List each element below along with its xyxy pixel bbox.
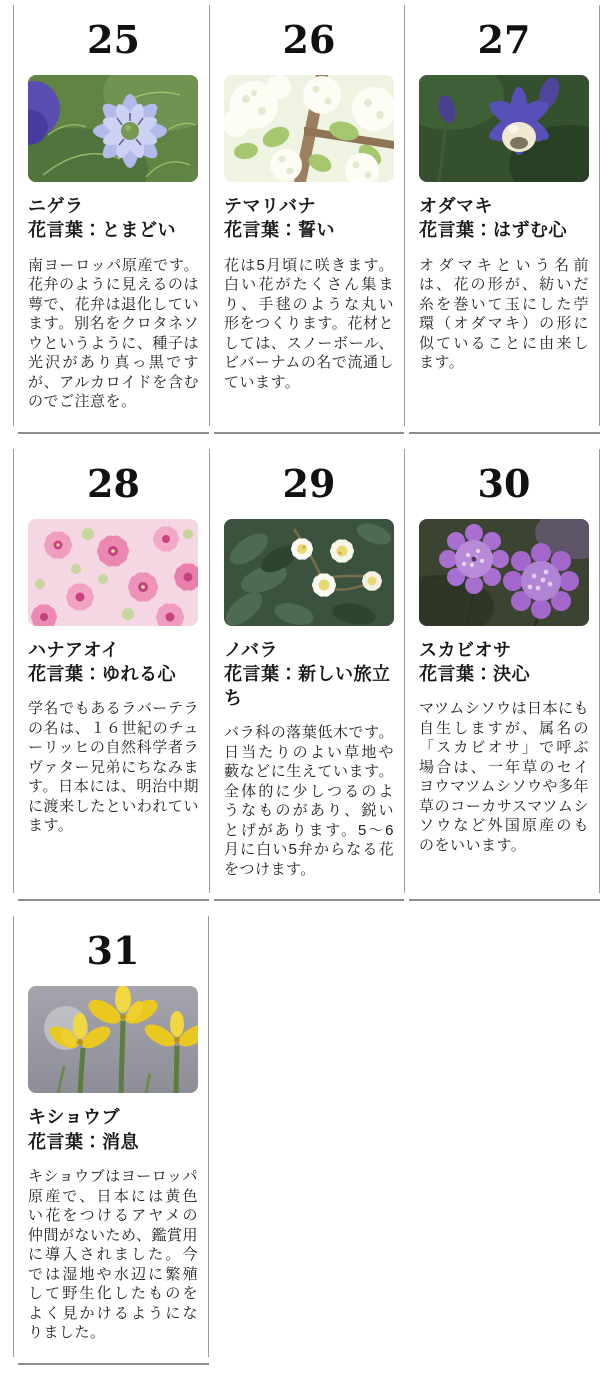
row-divider — [214, 899, 404, 901]
day-card-26 — [209, 5, 404, 426]
day-number: 26 — [282, 17, 336, 62]
flower-description: 南ヨーロッパ原産です。花弁のように見えるのは萼で、花弁は退化しています。別名をクロタネソウというように、種子は光沢があり真っ黒ですが、アルカロイドを含むのでご注意を。 — [28, 256, 199, 411]
day-number: 28 — [87, 460, 140, 506]
flower-description: 学名でもあるラバーテラの名は、１６世紀のチューリッヒの自然科学者ラヴァター兄弟にちなみます。日本には、明治中期に渡来したといわれています。 — [28, 700, 199, 835]
calendar-cell-30 — [404, 449, 600, 917]
flower-heading — [419, 194, 589, 243]
flower-language: 花言葉：消息 — [28, 1131, 139, 1152]
flower-description: キショウブはヨーロッパ原産で、日本には黄色い花をつけるアヤメの仲間がないため、鑑賞用に導入されました。今では湿地や水辺に繁殖して野生化したものをよく見かけるようになりました。 — [28, 1168, 198, 1342]
calendar-cell-29 — [209, 449, 404, 917]
day-number: 31 — [86, 928, 140, 974]
day-card-28 — [13, 449, 209, 894]
calendar-cell-27 — [404, 5, 600, 449]
flower-name: ノバラ — [224, 639, 279, 660]
row-divider — [409, 899, 600, 901]
day-number: 30 — [477, 460, 531, 506]
flower-name: ハナアオイ — [28, 639, 120, 660]
row-divider — [18, 432, 209, 434]
day-number: 27 — [477, 17, 531, 62]
kishoubu-yellow-iris-photo — [28, 986, 198, 1093]
calendar-cell-25 — [13, 5, 209, 449]
flower-name: スカビオサ — [419, 639, 512, 660]
flower-language: 花言葉：決心 — [419, 663, 530, 684]
flower-heading — [419, 638, 589, 687]
flower-description: オダマキという名前は、花の形が、紡いだ糸を巻いて玉にした苧環（オダマキ）の形に似ていることに由来します。 — [419, 256, 589, 372]
flower-description: バラ科の落葉低木です。日当たりのよい草地や藪などに生えています。全体的に少しつるのようなものがあり、鋭いとげがあります。5〜6月に白い5弁からなる花をつけます。 — [224, 724, 394, 878]
scabiosa-purple-pincushion-photo — [419, 519, 589, 626]
day-card-25 — [13, 5, 209, 426]
flower-heading — [28, 638, 199, 687]
flower-language: 花言葉：誓い — [224, 220, 335, 241]
nigella-blue-flower-photo — [28, 75, 198, 182]
day-card-31 — [13, 916, 209, 1356]
calendar-cell-28 — [13, 449, 209, 917]
nobara-wild-rose-photo — [224, 519, 394, 626]
flower-language: 花言葉：はずむ心 — [419, 220, 567, 241]
day-card-27 — [404, 5, 600, 426]
temaribana-white-snowball-photo — [224, 75, 394, 182]
flower-heading — [28, 1105, 198, 1154]
day-card-29 — [209, 449, 404, 894]
row-divider — [18, 1363, 209, 1365]
day-number: 25 — [87, 17, 140, 62]
flower-name: ニゲラ — [28, 196, 84, 216]
flower-name: オダマキ — [419, 196, 493, 216]
flower-name: テマリバナ — [224, 196, 316, 216]
flower-heading — [224, 638, 394, 711]
row-divider — [18, 899, 209, 901]
flower-language: 花言葉：ゆれる心 — [28, 663, 176, 684]
flower-heading — [224, 194, 394, 243]
row-divider — [214, 432, 404, 434]
flower-name: キショウブ — [28, 1107, 120, 1128]
day-number: 29 — [282, 460, 336, 506]
day-card-30 — [404, 449, 600, 894]
flower-description: 花は5月頃に咲きます。白い花がたくさん集まり、手毬のような丸い形をつくります。花材としては、スノーボール、ビバーナムの名で流通しています。 — [224, 256, 394, 391]
row-divider — [409, 432, 600, 434]
calendar-cell-26 — [209, 5, 404, 449]
calendar-cell-31 — [13, 916, 209, 1379]
flower-heading — [28, 194, 199, 243]
flower-language: 花言葉：新しい旅立ち — [224, 663, 391, 709]
flower-description: マツムシソウは日本にも自生しますが、属名の「スカビオサ」で呼ぶ場合は、一年草のセイヨウマツムシソウや多年草のコーカサスマツムシソウなど外国原産のものをいいます。 — [419, 700, 589, 854]
odamaki-columbine-photo — [419, 75, 589, 182]
flower-calendar-grid — [13, 5, 587, 1380]
flower-language: 花言葉：とまどい — [28, 220, 176, 241]
hanaaoi-pink-mallow-photo — [28, 519, 198, 626]
